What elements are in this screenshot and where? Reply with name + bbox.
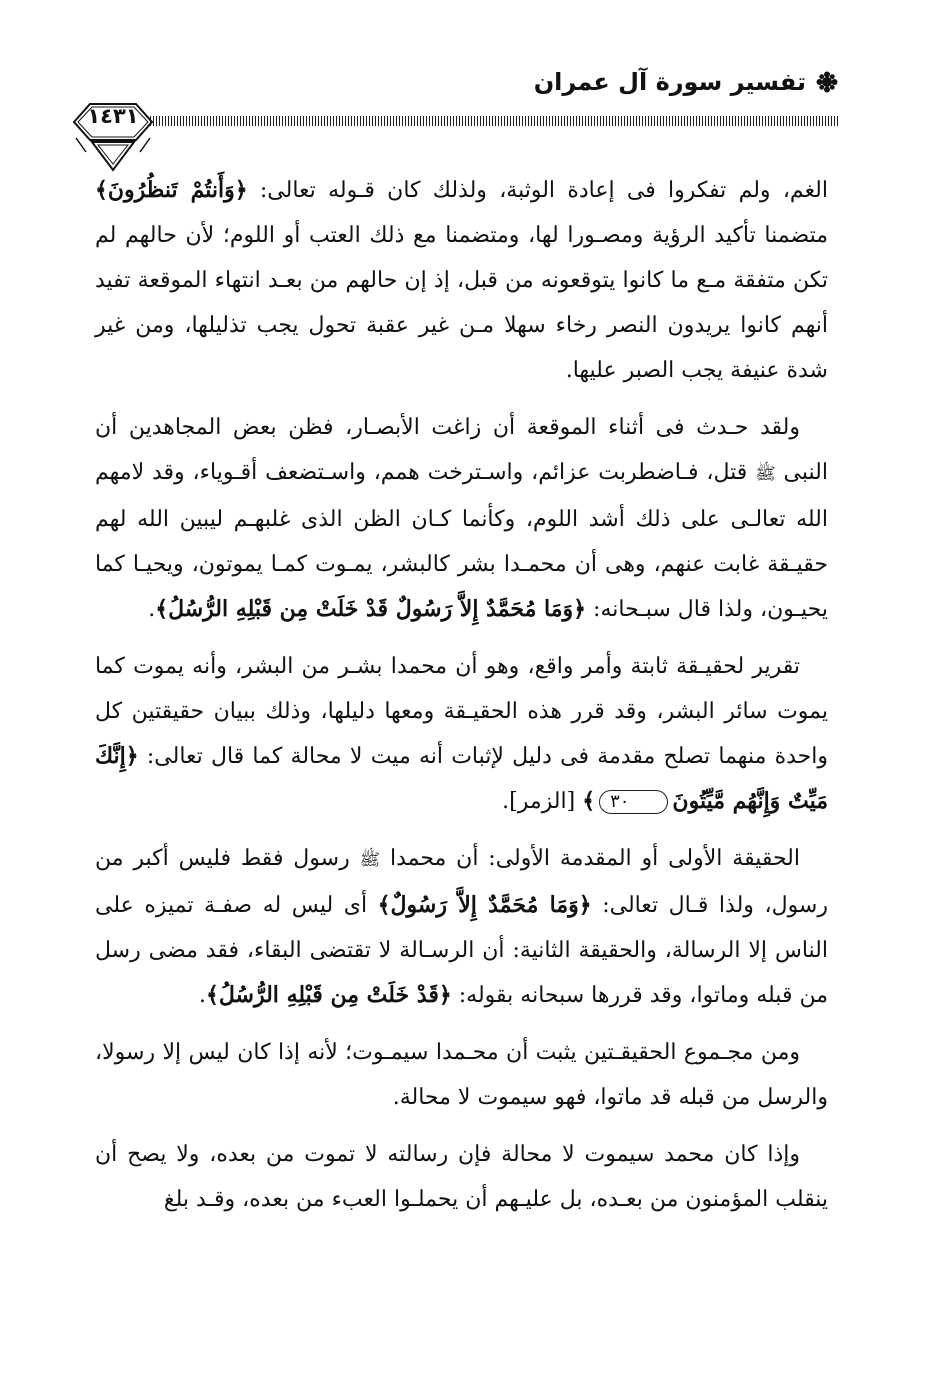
paragraph-text: قتل، فـاضطربت عزائم، واسـترخت همم، واسـتضعف أقـوياء، وقد لامهم الله تعالـى على ذلك أشد اللوم، وكأنما كـان الظن الذى غلبهـم ليبين الله لهم حقيـقة غابت عنهم، وهى أن محمـدا بشر كالبشر، يمـوت كمـا يموتون، ويحيـا كما يحيـون، ولذا قال سبـحانه: (95, 460, 828, 622)
paragraph-text: رسول فقط فليس أكبر من رسول، ولذا قـال تعالى: (95, 846, 828, 918)
quran-verse: ﴿وَمَا مُحَمَّدٌ إِلاَّ رَسُولٌ قَدْ خَلَتْ مِن قَبْلِهِ الرُّسُلُ﴾ (155, 596, 587, 622)
header-rule (148, 116, 838, 126)
page-number: ١٤٣١ (87, 104, 139, 128)
quran-verse: ﴿وَمَا مُحَمَّدٌ إِلاَّ رَسُولٌ﴾ (377, 892, 592, 918)
paragraph-text: وإذا كان محمد سيموت لا محالة فإن رسالته لا تموت من بعده، ولا يصح أن ينقلب المؤمنون من بعـده، بل عليـهم أن يحملـوا العبء من بعده، وقـد بلغ (95, 1142, 828, 1212)
paragraph-text: تقرير لحقيـقة ثابتة وأمر واقع، وهو أن محمدا بشـر من البشر، وأنه يموت كما يموت سائر البشر، وقد قرر هذه الحقيـقة ومعها دليلها، وذلك ببيان حقيقتين كل واحدة منهما تصلح مقدمة فى دليل لإثبات أنه ميت لا محالة كما قال تعالى: (95, 654, 828, 769)
body-text (95, 168, 828, 1234)
paragraph (95, 405, 828, 632)
salutation-glyph: ﷺ (755, 464, 776, 484)
paragraph (95, 644, 828, 824)
flower-ornament-icon (816, 71, 838, 93)
paragraph (95, 1132, 828, 1222)
quran-verse: ﴿وَأَنتُمْ تَنظُرُونَ﴾ (95, 177, 248, 203)
paragraph-text: . (198, 983, 206, 1008)
salutation-glyph: ﷺ (359, 850, 381, 870)
header-title-row (534, 68, 838, 96)
verse-number: ٣٠ (599, 790, 668, 814)
paragraph-text: ومن مجـموع الحقيقـتين يثبت أن محـمدا سيمـوت؛ لأنه إذا كان ليس إلا رسولا، والرسل من قبله قد ماتوا، فهو سيموت لا محالة. (95, 1040, 828, 1110)
paragraph-text: [الزمر]. (502, 789, 583, 814)
quran-verse: ﴾ (582, 788, 596, 814)
paragraph (95, 1030, 828, 1120)
paragraph-text: الحقيقة الأولى أو المقدمة الأولى: أن محمدا (380, 846, 800, 871)
running-title: تفسير سورة آل عمران (533, 68, 806, 96)
paragraph (95, 836, 828, 1018)
paragraph-text: الغم، ولم تفكروا فى إعادة الوثبة، ولذلك كان قـوله تعالى: (247, 178, 828, 203)
page-header (70, 62, 838, 142)
paragraph-text: ولقد حـدث فى أثناء الموقعة أن زاغت الأبصـار، فظن بعض المجاهدين أن النبى (95, 415, 828, 485)
paragraph-text: متضمنا تأكيد الرؤية ومصـورا لها، ومتضمنا مع ذلك العتب أو اللوم؛ لأن حالهم لم تكن متفقة مـع ما كانوا يتوقعونه من قبل، إذ إن حالهم من بعـد انتهاء الموقعة تفيد أنهم كانوا يريدون النصر رخاء سهلا مـن غير عقبة تحول يجب تذليلها، ومن غير شدة عنيفة يجب الصبر عليها. (95, 223, 828, 383)
paragraph-text: . (148, 597, 156, 622)
quran-verse: ﴿إِنَّكَ مَيِّتٌ وَإِنَّهُم مَّيِّتُونَ (95, 743, 828, 814)
paragraph (95, 168, 828, 393)
paragraph-text: أى ليس له صفـة تميزه على الناس إلا الرسالة، والحقيقة الثانية: أن الرسـالة لا تقتضى البقاء، فقد مضى رسل من قبله وماتوا، وقد قررها سبحانه بقوله: (95, 893, 828, 1008)
quran-verse: ﴿قَدْ خَلَتْ مِن قَبْلِهِ الرُّسُلُ﴾ (205, 982, 452, 1008)
